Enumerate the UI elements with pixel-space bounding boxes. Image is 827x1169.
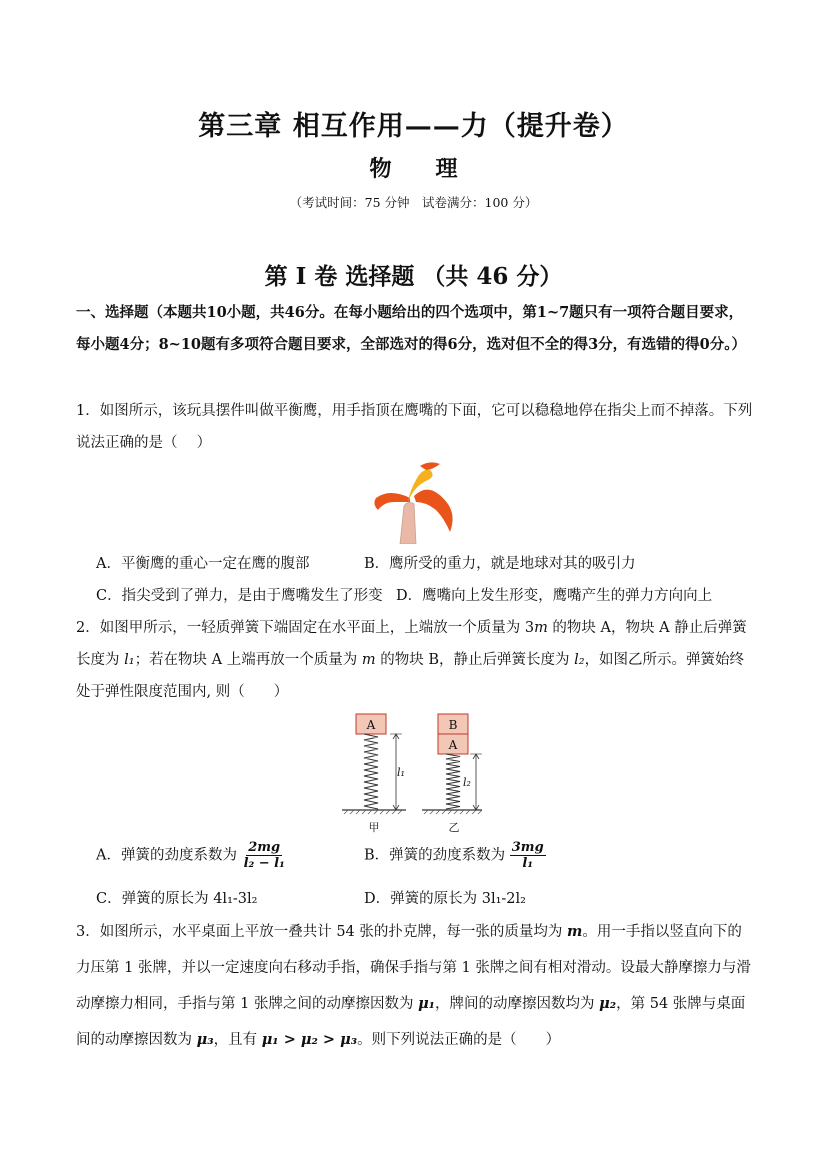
exam-info: （考试时间：75 分钟 试卷满分：100 分） [289, 195, 538, 210]
fraction-a: $\frac{2mg}{\text{l₂ − l₁}}$ [243, 840, 285, 871]
caption-jia: 甲 [368, 821, 380, 834]
question-1-stem: 1．如图所示，该玩具摆件叫做平衡鹰，用手指顶在鹰嘴的下面，它可以稳稳地停在指尖上而不掉落。下列说法正确的是（ ） [76, 403, 753, 451]
block-b-yi-label: B [448, 718, 458, 732]
spring-yi [446, 754, 460, 809]
block-a-yi-label: A [448, 738, 458, 752]
question-2-option-d[interactable]: D．弹簧的原长为 3l₁-2l₂ [364, 891, 526, 907]
spring-jia [364, 734, 378, 809]
finger-shape [400, 502, 416, 544]
caption-yi: 乙 [448, 821, 460, 834]
subject-label: 物 理 [369, 156, 458, 182]
question-2-option-b[interactable]: B．弹簧的劲度系数为 $\frac{3mg}{\text{l₁}}$ [364, 840, 544, 871]
eagle-right-wing [414, 490, 453, 532]
fraction-b: $\frac{3mg}{\text{l₁}}$ [511, 840, 544, 871]
label-l1: l₁ [397, 766, 405, 779]
spring-figure [336, 710, 484, 834]
question-1-option-c[interactable]: C．指尖受到了弹力，是由于鹰嘴发生了形变 [96, 588, 383, 604]
block-a-jia-label: A [366, 718, 376, 732]
page-title: 第三章 相互作用——力（提升卷） [198, 111, 629, 142]
balance-eagle-figure [370, 458, 460, 544]
question-2-option-c[interactable]: C．弹簧的原长为 4l₁-3l₂ [96, 891, 258, 907]
section-instruction: 一、选择题（本题共10小题，共46分。在每小题给出的四个选项中，第1~7题只有一项符合题目要求，每小题4分；8~10题有多项符合题目要求，全部选对的得6分，选对但不全的得3分，有选错的得0分。） [76, 304, 747, 353]
question-2-stem: 2．如图甲所示，一轻质弹簧下端固定在水平面上，上端放一个质量为 3m 的物块 A，物块 A 静止后弹簧长度为 l₁；若在物块 A 上端再放一个质量为 m 的物块 B，静止后弹簧长度为 l₂，如图乙所示。弹簧始终处于弹性限度范围内, 则（ ） [76, 620, 747, 700]
eagle-head [420, 462, 440, 470]
section-title: 第 I 卷 选择题 （共 46 分） [264, 263, 563, 290]
question-1-option-b[interactable]: B．鹰所受的重力，就是地球对其的吸引力 [364, 556, 636, 572]
label-l2: l₂ [463, 776, 471, 789]
question-1-option-d[interactable]: D．鹰嘴向上发生形变，鹰嘴产生的弹力方向向上 [396, 588, 713, 604]
question-1-option-a[interactable]: A．平衡鹰的重心一定在鹰的腹部 [96, 556, 310, 572]
question-2-option-a[interactable]: A．弹簧的劲度系数为 $\frac{2mg}{\text{l₂ − l₁}}$ [96, 840, 285, 871]
question-3-stem: 3．如图所示，水平桌面上平放一叠共计 54 张的扑克牌，每一张的质量均为 m。用一手指以竖直向下的力压第 1 张牌，并以一定速度向右移动手指，确保手指与第 1 张牌之间有相对滑动。设最大静摩擦力与滑动摩擦力相同，手指与第 1 张牌之间的动摩擦因数为 μ₁，牌间的动摩擦因数均为 μ₂，第 54 张牌与桌面间的动摩擦因数为 μ₃，且有 μ₁ > μ₂ > μ₃。则下列说法正确的是（ ） [76, 923, 751, 1048]
